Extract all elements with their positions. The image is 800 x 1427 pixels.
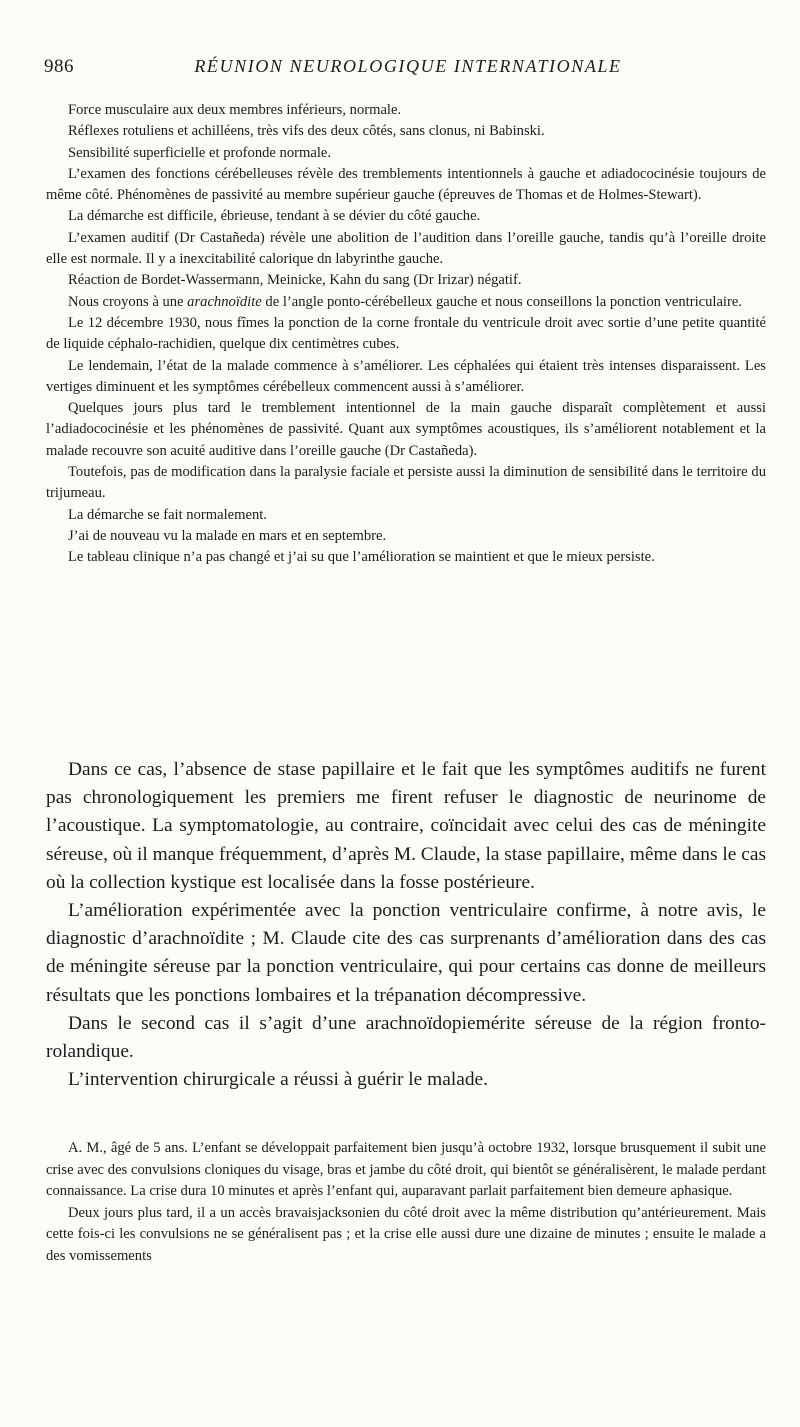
- paragraph: Force musculaire aux deux membres inférieurs, normale.: [68, 102, 402, 118]
- paragraph: L’amélioration expérimentée avec la ponction ventriculaire confirme, à notre avis, le diagnostic d’arachnoïdite ; M. Claude cite des cas surprenants d’amélioration dans des cas de méningite séreuse par la ponction ventriculaire, qui pour certains cas donne de meilleurs résultats que les ponctions lombaires et la trépanation décompressive.: [46, 900, 766, 1006]
- paragraph: Réaction de Bordet-Wassermann, Meinicke, Kahn du sang (Dr Irizar) négatif.: [68, 272, 522, 289]
- paragraph: Dans le second cas il s’agit d’une arachnoïdopiemérite séreuse de la région fronto-rolandique.: [46, 1012, 766, 1063]
- arachnoidite-paragraph: [46, 292, 766, 313]
- paragraph: L’intervention chirurgicale a réussi à guérir le malade.: [68, 1069, 488, 1091]
- case-one-report: [46, 100, 766, 569]
- paragraph: La démarche est difficile, ébrieuse, tendant à se dévier du côté gauche.: [68, 208, 481, 225]
- paragraph: Le lendemain, l’état de la malade commence à s’améliorer. Les céphalées qui étaient très intenses disparaissent. Les vertiges diminuent et les symptômes cérébelleux commencent aussi à s’améliorer.: [46, 357, 766, 395]
- paragraph: Quelques jours plus tard le tremblement intentionnel de la main gauche disparaît complètement et aussi l’adiadococinésie et les phénomènes de passivité. Quant aux symptômes acoustiques, ils s’améliorent notablement et la malade recouvre son acuité auditive dans l’oreille gauche (Dr Castañeda).: [46, 400, 766, 459]
- paragraph: Toutefois, pas de modification dans la paralysie faciale et persiste aussi la diminution de sensibilité dans le territoire du trijumeau.: [46, 464, 766, 502]
- paragraph: Deux jours plus tard, il a un accès bravaisjacksonien du côté droit avec la même distribution qu’antérieurement. Mais cette fois-ci les convulsions ne se généralisent pas ; et la crise elle aussi dure une dizaine de minutes ; ensuite le malade a des vomissements: [46, 1204, 766, 1264]
- emphasis-term: arachnoïdite: [187, 293, 262, 310]
- page-number: 986: [44, 56, 74, 77]
- page-header: [44, 56, 772, 82]
- running-title: RÉUNION NEUROLOGIQUE INTERNATIONALE: [194, 56, 622, 76]
- text-run: de l’angle ponto-cérébelleux gauche et nous conseillons la ponction ventriculaire.: [261, 293, 742, 310]
- paragraph: La démarche se fait normalement.: [68, 506, 267, 523]
- paragraph: J’ai de nouveau vu la malade en mars et en septembre.: [68, 527, 387, 544]
- paragraph: L’examen auditif (Dr Castañeda) révèle une abolition de l’audition dans l’oreille gauche, tandis qu’à l’oreille droite elle est normale. Il y a inexcitabilité calorique dn labyrinthe gauche.: [46, 229, 766, 268]
- case-two-report: [46, 1138, 766, 1267]
- paragraph: Réflexes rotuliens et achilléens, très vifs des deux côtés, sans clonus, ni Babinski.: [68, 123, 545, 140]
- text-run: Nous croyons à une: [68, 293, 188, 310]
- paragraph: Le 12 décembre 1930, nous fîmes la ponction de la corne frontale du ventricule droit avec sortie d’une petite quantité de liquide céphalo-rachidien, quelque dix centimètres cubes.: [46, 314, 766, 353]
- paragraph: Dans ce cas, l’absence de stase papillaire et le fait que les symptômes auditifs ne furent pas chronologiquement les premiers me firent refuser le diagnostic de neurinome de l’acoustique. La symptomatologie, au contraire, coïncidait avec celui des cas de méningite séreuse, où il manque fréquemment, d’après M. Claude, la stase papillaire, même dans le cas où la collection kystique est localisée dans la fosse postérieure.: [46, 759, 766, 893]
- paragraph: Le tableau clinique n’a pas changé et j’ai su que l’amélioration se maintient et que le mieux persiste.: [68, 549, 655, 566]
- discussion-section: [46, 756, 766, 1094]
- paragraph: L’examen des fonctions cérébelleuses révèle des tremblements intentionnels à gauche et adiadococinésie toujours de même côté. Phénomènes de passivité au membre supérieur gauche (épreuves de Thomas et de Holmes-Stewart).: [46, 165, 766, 204]
- paragraph: A. M., âgé de 5 ans. L’enfant se développait parfaitement bien jusqu’à octobre 1932, lorsque brusquement il subit une crise avec des convulsions cloniques du visage, bras et jambe du côté droit, qui bientôt se généralisèrent, le malade perdant connaissance. La crise dura 10 minutes et après l’enfant qui, auparavant parlait parfaitement bien demeure aphasique.: [46, 1140, 766, 1199]
- paragraph: Sensibilité superficielle et profonde normale.: [68, 144, 332, 161]
